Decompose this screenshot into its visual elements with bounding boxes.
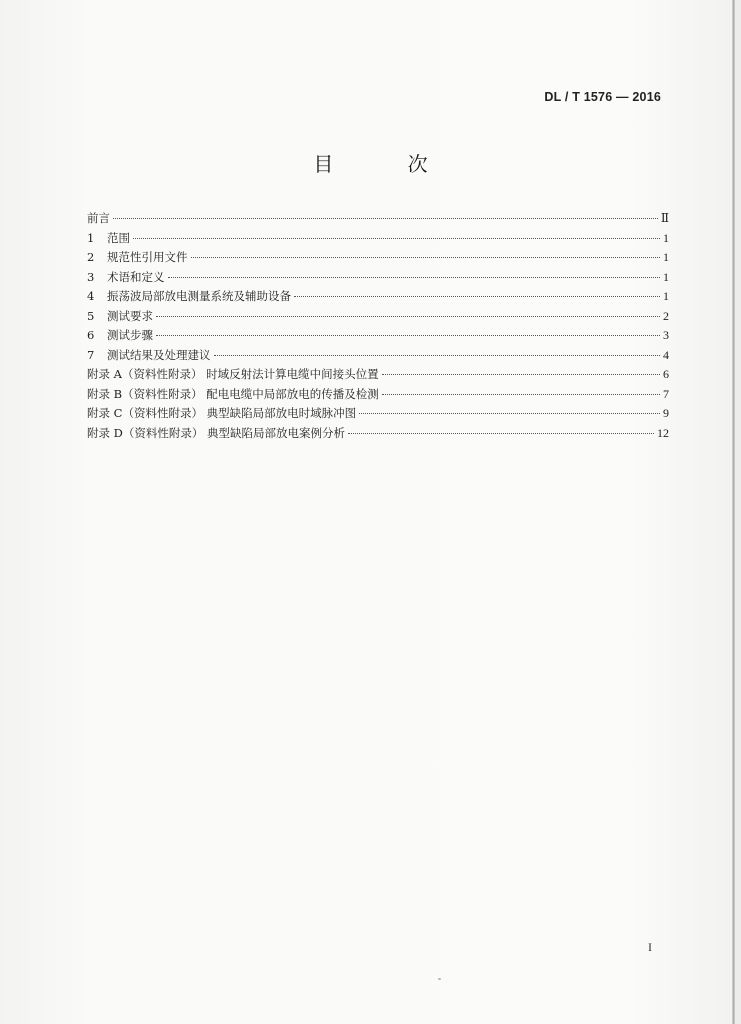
toc-item-label <box>87 229 130 249</box>
dot-leader <box>382 374 660 375</box>
toc-item-label <box>87 424 345 444</box>
toc-item-title: 测试步骤 <box>107 328 153 342</box>
dot-leader <box>359 413 660 414</box>
toc-item-label <box>87 404 356 424</box>
toc-item-title: 前言 <box>87 211 110 225</box>
standard-number: DL / T 1576 — 2016 <box>544 90 661 104</box>
toc-item-appendix-c[interactable] <box>87 404 669 424</box>
dot-leader <box>113 218 658 219</box>
toc-item-page: 7 <box>663 386 669 401</box>
toc-item-label <box>87 365 379 385</box>
toc-item-number: 1 <box>87 230 95 245</box>
toc-item-number: 4 <box>87 289 95 303</box>
toc-item-measurement-system[interactable] <box>87 287 669 307</box>
toc-item-number: 7 <box>87 347 95 362</box>
dot-leader <box>382 394 660 395</box>
toc-item-page: 1 <box>663 289 669 303</box>
toc-item-appendix-a[interactable] <box>87 365 669 385</box>
toc-item-title: 术语和定义 <box>107 269 165 284</box>
toc-item-page: 1 <box>663 230 669 245</box>
toc-item-title: 范围 <box>107 230 130 245</box>
toc-item-page: 1 <box>663 269 669 284</box>
toc-item-terms-definitions[interactable] <box>87 268 669 288</box>
toc-item-label <box>87 209 110 229</box>
toc-item-label <box>87 248 188 268</box>
toc-item-title: 规范性引用文件 <box>107 250 188 264</box>
toc-item-title: 测试结果及处理建议 <box>107 347 211 362</box>
scan-speck <box>438 978 441 980</box>
toc-item-title: 附录 C（资料性附录） 典型缺陷局部放电时域脉冲图 <box>87 406 357 420</box>
toc-item-appendix-b[interactable] <box>87 385 669 405</box>
table-of-contents <box>87 209 669 443</box>
toc-item-page: 3 <box>663 328 669 342</box>
toc-title: 目 次 <box>313 152 462 176</box>
dot-leader <box>156 335 660 336</box>
toc-item-page: 9 <box>663 406 669 420</box>
toc-item-number: 5 <box>87 308 95 323</box>
toc-item-page: 12 <box>657 425 669 440</box>
toc-item-page: Ⅱ <box>660 211 669 225</box>
toc-item-label <box>87 307 153 327</box>
toc-item-results-handling[interactable] <box>87 346 669 366</box>
toc-item-page: 6 <box>663 367 669 381</box>
dot-leader <box>168 277 661 278</box>
toc-item-title: 振荡波局部放电测量系统及辅助设备 <box>107 289 291 303</box>
toc-item-label <box>87 287 291 307</box>
dot-leader <box>133 238 660 239</box>
page-number: I <box>648 940 652 954</box>
toc-item-number: 2 <box>87 250 95 264</box>
toc-item-number: 6 <box>87 328 95 342</box>
toc-item-test-procedure[interactable] <box>87 326 669 346</box>
toc-item-foreword[interactable] <box>87 209 669 229</box>
toc-item-appendix-d[interactable] <box>87 424 669 444</box>
toc-item-page: 2 <box>663 308 669 323</box>
toc-item-title: 测试要求 <box>107 308 153 323</box>
dot-leader <box>294 296 660 297</box>
toc-item-page: 1 <box>663 250 669 264</box>
toc-item-label <box>87 385 379 405</box>
toc-item-label <box>87 326 153 346</box>
toc-item-scope[interactable] <box>87 229 669 249</box>
toc-item-number: 3 <box>87 269 95 284</box>
dot-leader <box>348 433 654 434</box>
toc-item-label <box>87 268 165 288</box>
toc-item-title: 附录 D（资料性附录） 典型缺陷局部放电案例分析 <box>87 425 346 440</box>
toc-item-label <box>87 346 211 366</box>
toc-item-normative-references[interactable] <box>87 248 669 268</box>
toc-item-page: 4 <box>663 347 669 362</box>
toc-item-title: 附录 B（资料性附录） 配电电缆中局部放电的传播及检测 <box>87 386 379 401</box>
dot-leader <box>214 355 661 356</box>
toc-item-test-requirements[interactable] <box>87 307 669 327</box>
dot-leader <box>156 316 660 317</box>
toc-item-title: 附录 A（资料性附录） 时域反射法计算电缆中间接头位置 <box>87 367 379 381</box>
dot-leader <box>191 257 661 258</box>
